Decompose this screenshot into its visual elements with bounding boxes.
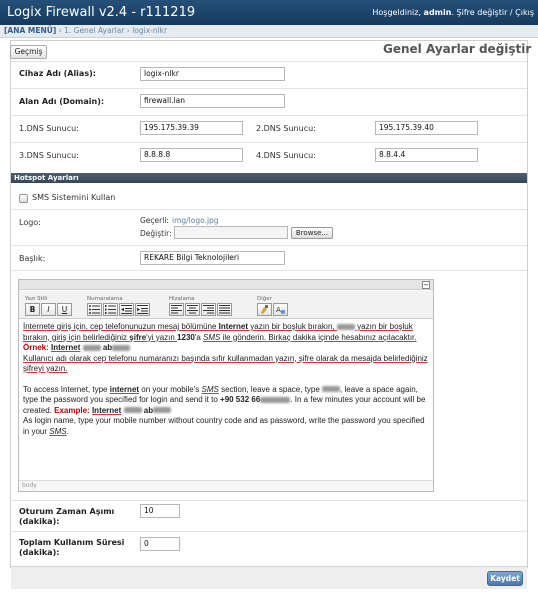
dns3-label: 3.DNS Sunucu:: [19, 151, 79, 160]
editor-toolbar: [19, 291, 433, 319]
page-title: Genel Ayarlar değiştir: [383, 42, 532, 56]
underline-button[interactable]: U: [57, 303, 72, 316]
session-timeout-label: Oturum Zaman Aşımı (dakika):: [19, 507, 115, 526]
en-internet: internet: [109, 384, 140, 394]
sms-checkbox-label: SMS Sistemini Kullan: [32, 193, 116, 202]
dns2-input[interactable]: 195.175.39.40: [375, 121, 478, 135]
form-footer: [11, 566, 527, 589]
breadcrumb-main-menu[interactable]: [ANA MENÜ]: [4, 26, 57, 35]
title-input[interactable]: REKARE Bilgi Teknolojileri: [140, 251, 285, 265]
tr-text-5: 'a: [194, 332, 204, 342]
clear-format-icon[interactable]: [273, 303, 288, 316]
logo-label: Logo:: [19, 218, 41, 227]
other-group-label: Diğer: [257, 296, 272, 302]
domain-input[interactable]: firewall.lan: [140, 94, 285, 108]
sms-checkbox[interactable]: [19, 194, 28, 203]
en-example-label: Example:: [54, 405, 90, 415]
dns1-label: 1.DNS Sunucu:: [19, 124, 79, 133]
logout-link[interactable]: Çıkış: [515, 8, 534, 17]
tr-1230: 1230: [177, 332, 195, 342]
tr-text-2: yazın bir boşluk bırakın,: [248, 322, 337, 331]
tr-sifre: şifre: [129, 332, 147, 342]
dns3-input[interactable]: 8.8.8.8: [140, 148, 243, 162]
breadcrumb-separator: ›: [126, 26, 130, 35]
en-example-internet: Internet: [91, 405, 122, 415]
redacted-code: [153, 407, 171, 413]
numbering-group-label: Numaralama: [87, 296, 123, 302]
change-logo-label: Değiştir:: [140, 229, 172, 238]
change-password-link[interactable]: Şifre değiştir: [456, 8, 508, 17]
dns4-input[interactable]: 8.8.4.4: [375, 148, 478, 162]
redacted-phone: [260, 397, 290, 403]
italic-button[interactable]: I: [41, 303, 56, 316]
dns4-label: 4.DNS Sunucu:: [256, 151, 316, 160]
device-name-input[interactable]: logix-nlkr: [140, 67, 285, 81]
en-text-5: . In a few minutes your account will be created.: [23, 395, 426, 415]
en-example-ab: ab: [143, 405, 154, 415]
divider: [11, 531, 527, 532]
redacted-code: [112, 345, 130, 351]
editor-content[interactable]: [23, 322, 429, 480]
english-paragraph: [23, 385, 429, 438]
en-phone: +90 532 66: [220, 395, 261, 404]
tr-example-internet: Internet: [51, 343, 81, 352]
editor-header: [19, 280, 433, 290]
align-left-icon[interactable]: [169, 303, 184, 316]
en-text-3: section, leave a space, type: [218, 384, 323, 394]
logo-file-input[interactable]: [174, 226, 288, 239]
breadcrumb-current: logix-nlkr: [132, 26, 168, 35]
divider: [11, 209, 527, 210]
en-sms-2: SMS: [49, 426, 67, 436]
en-text-4: , leave a space again, type the password you specified for login and send it to: [23, 384, 418, 404]
redacted-code: [337, 324, 355, 330]
tr-text-1: İnternete giriş için, cep telefonunuzun mesaj bölümüne: [23, 322, 219, 331]
editor-status-path: body: [19, 480, 433, 491]
current-logo-link[interactable]: img/logo.jpg: [172, 216, 219, 225]
divider: [11, 115, 527, 116]
redacted-code: [124, 407, 142, 413]
indent-icon[interactable]: [135, 303, 150, 316]
total-usage-input[interactable]: 0: [140, 537, 180, 551]
device-name-label: Cihaz Adı (Alias):: [19, 69, 96, 78]
turkish-paragraph: [23, 322, 429, 375]
divider: [11, 500, 527, 501]
menu-separator: /: [509, 8, 513, 17]
divider: [11, 270, 527, 271]
en-text-7: .: [66, 426, 69, 436]
tr-example-ab: ab: [102, 343, 113, 352]
tr-internet: Internet: [218, 322, 249, 331]
alignment-group-label: Hizalama: [169, 296, 195, 302]
tr-sms: SMS: [203, 332, 221, 342]
font-style-group-label: Yazı Stili: [25, 296, 48, 302]
user-menu: [372, 8, 534, 17]
redacted-code: [83, 345, 101, 351]
en-sms: SMS: [201, 384, 219, 394]
breadcrumb-general-settings[interactable]: 1. Genel Ayarlar: [64, 26, 125, 35]
paint-brush-icon[interactable]: [257, 303, 272, 316]
divider: [11, 61, 527, 62]
bullet-list-icon[interactable]: [87, 303, 102, 316]
hotspot-section-header: Hotspot Ayarları: [11, 173, 527, 183]
collapse-icon[interactable]: −: [423, 281, 429, 289]
breadcrumb: [0, 25, 538, 38]
tr-text-4: 'yi yazın: [146, 332, 178, 342]
username: admin: [423, 8, 452, 17]
current-logo-label: Geçerli:: [140, 216, 169, 225]
align-justify-icon[interactable]: [217, 303, 232, 316]
welcome-suffix: .: [451, 8, 454, 17]
title-label: Başlık:: [19, 254, 46, 263]
rich-text-editor[interactable]: [18, 279, 434, 492]
align-right-icon[interactable]: [201, 303, 216, 316]
numbered-list-icon[interactable]: [103, 303, 118, 316]
redacted-code: [322, 386, 340, 392]
breadcrumb-separator: ›: [58, 26, 62, 35]
en-text-6: As login name, type your mobile number without country code and as password, write the password you specified in your: [23, 416, 425, 436]
total-usage-label: Toplam Kullanım Süresi (dakika):: [19, 538, 125, 557]
tr-text-6: ile gönderin. Birkaç dakika içinde hesabınız açılacaktır.: [220, 332, 417, 342]
dns2-label: 2.DNS Sunucu:: [256, 124, 316, 133]
top-header: [0, 0, 538, 25]
app-title: Logix Firewall v2.4 - r111219: [7, 5, 196, 20]
back-button[interactable]: Geçmiş: [10, 45, 47, 59]
svg-text:A: A: [276, 306, 281, 314]
en-text-1: To access Internet, type: [23, 384, 110, 394]
align-center-icon[interactable]: [185, 303, 200, 316]
dns1-input[interactable]: 195.175.39.39: [140, 121, 243, 135]
welcome-prefix: Hoşgeldiniz,: [372, 8, 424, 17]
tr-text-7: Kullanıcı adı olarak cep telefonu numaranızı başında sıfır kullanmadan yazın, şifre olarak da mesajda belirlediğiniz şifreyi yazın.: [23, 353, 428, 373]
divider: [11, 88, 527, 89]
save-button[interactable]: Kaydet: [487, 571, 523, 586]
divider: [11, 245, 527, 246]
session-timeout-input[interactable]: 10: [140, 504, 180, 518]
outdent-icon[interactable]: [119, 303, 134, 316]
tr-example-label: Örnek:: [23, 343, 49, 352]
tr-text-3: yazın bir boşluk bırakın, giriş için belirlediğiniz: [23, 322, 413, 342]
domain-label: Alan Adı (Domain):: [19, 97, 105, 106]
browse-button[interactable]: Browse...: [291, 227, 333, 239]
en-text-2: on your mobile's: [139, 384, 202, 394]
bold-button[interactable]: B: [25, 303, 40, 316]
divider: [11, 142, 527, 143]
